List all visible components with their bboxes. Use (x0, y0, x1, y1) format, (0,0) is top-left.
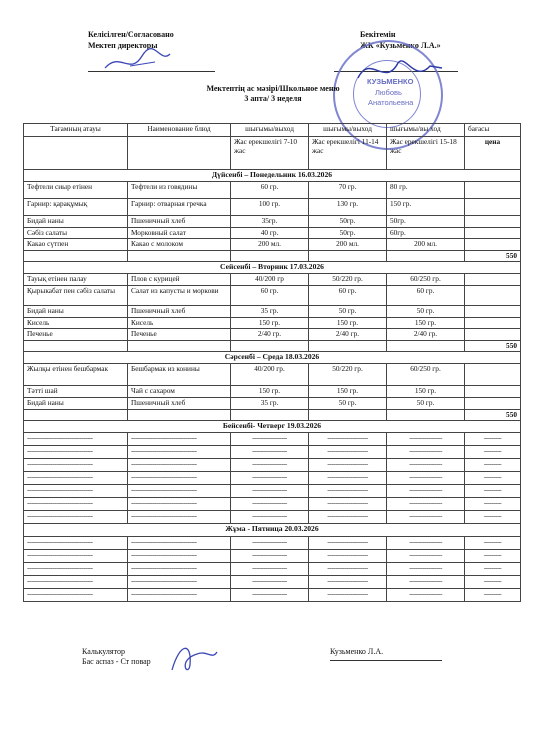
placeholder-cell: ----------------- (387, 511, 465, 524)
placeholder-cell: ------------------ (231, 433, 309, 446)
placeholder-cell: --------- (465, 459, 521, 472)
table-age-row (24, 137, 521, 170)
menu-title: Мектептің ас мәзірі/Школьное меню (206, 84, 340, 93)
director-signature (100, 46, 180, 76)
placeholder-cell: ---------------------------------- (128, 485, 231, 498)
table-row: Бидай наны Пшеничный хлеб 35 гр. 50 гр. 50 гр. (24, 397, 521, 409)
placeholder-cell: ------------------ (231, 563, 309, 576)
table-row: Какао сүтпен Какао с молоком 200 мл. 200 мл. 200 мл. (24, 239, 521, 251)
placeholder-cell: ---------------------------------- (128, 459, 231, 472)
placeholder-cell: --------- (465, 589, 521, 602)
price-label: цена (465, 137, 521, 170)
placeholder-cell: ---------------------------------- (128, 563, 231, 576)
placeholder-cell: ---------------------------------- (24, 537, 128, 550)
placeholder-cell: --------- (465, 472, 521, 485)
placeholder-cell: ------------------ (231, 472, 309, 485)
calculator-label: Калькулятор (82, 647, 125, 656)
placeholder-cell: ----------------- (387, 550, 465, 563)
day-row-friday: Жұма - Пятница 20.03.2026 (24, 524, 521, 537)
table-row: Тефтели сиыр етінен Тефтели из говядины 60 гр. 70 гр. 80 гр. (24, 182, 521, 199)
table-row: Жылқы етінен бешбармак Бешбармак из конины 40/200 гр. 50/220 гр. 60/250 гр. (24, 364, 521, 386)
placeholder-cell: ----------------- (387, 446, 465, 459)
placeholder-cell: --------------------- (309, 537, 387, 550)
empty-row (24, 563, 521, 576)
placeholder-cell: ---------------------------------- (128, 472, 231, 485)
placeholder-cell: ---------------------------------- (24, 472, 128, 485)
empty-row (24, 498, 521, 511)
table-row: Печенье Печенье 2/40 гр. 2/40 гр. 2/40 гр. (24, 329, 521, 341)
placeholder-cell: --------------------- (309, 589, 387, 602)
table-row: Кисель Кисель 150 гр. 150 гр. 150 гр. (24, 317, 521, 329)
day-row-tuesday: Сейсенбі – Вторник 17.03.2026 (24, 262, 521, 274)
placeholder-cell: --------------------- (309, 511, 387, 524)
placeholder-cell: --------- (465, 550, 521, 563)
table-row: Бидай наны Пшеничный хлеб 35гр. 50гр. 50гр. (24, 216, 521, 228)
age-7-10: Жас ерекшелігі 7-10 жас (231, 137, 309, 170)
table-row: Бидай наны Пшеничный хлеб 35 гр. 50 гр. 50 гр. (24, 305, 521, 317)
placeholder-cell: ---------------------------------- (128, 498, 231, 511)
empty-row (24, 550, 521, 563)
placeholder-cell: --------------------- (309, 563, 387, 576)
menu-table (23, 123, 521, 602)
empty-row (24, 485, 521, 498)
placeholder-cell: ------------------ (231, 485, 309, 498)
placeholder-cell: ---------------------------------- (24, 589, 128, 602)
placeholder-cell: ---------------------------------- (24, 563, 128, 576)
table-row: Қырыкабат пен сәбіз салаты Салат из капусты и моркови 60 гр. 60 гр. 60 гр. (24, 285, 521, 305)
table-row: Сәбіз салаты Морковный салат 40 гр. 50гр. 60гр. (24, 227, 521, 239)
col-price: бағасы (465, 124, 521, 137)
approver-name: ЖК «Кузьменко Л.А.» (360, 41, 441, 50)
placeholder-cell: ---------------------------------- (24, 485, 128, 498)
placeholder-cell: ------------------ (231, 589, 309, 602)
placeholder-cell: ----------------- (387, 563, 465, 576)
approve-label: Бекітемін (360, 30, 396, 39)
placeholder-cell: --------------------- (309, 446, 387, 459)
total-row-wednesday: 550 (24, 409, 521, 421)
placeholder-cell: --------------------- (309, 550, 387, 563)
placeholder-cell: --------------------- (309, 459, 387, 472)
empty-row (24, 511, 521, 524)
col-out1: шығымы/выход (231, 124, 309, 137)
placeholder-cell: ------------------ (231, 446, 309, 459)
placeholder-cell: ----------------- (387, 459, 465, 472)
placeholder-cell: --------------------- (309, 433, 387, 446)
placeholder-cell: ---------------------------------- (24, 433, 128, 446)
day-row-wednesday: Сәрсенбі – Среда 18.03.2026 (24, 352, 521, 364)
placeholder-cell: ----------------- (387, 589, 465, 602)
placeholder-cell: ---------------------------------- (128, 446, 231, 459)
placeholder-cell: ------------------ (231, 576, 309, 589)
age-15-18: Жас ерекшелігі 15-18 жас (387, 137, 465, 170)
empty-row (24, 576, 521, 589)
placeholder-cell: --------- (465, 446, 521, 459)
cook-label: Бас аспаз - Ст повар (82, 657, 151, 666)
placeholder-cell: ----------------- (387, 485, 465, 498)
empty-row (24, 589, 521, 602)
placeholder-cell: ---------------------------------- (128, 511, 231, 524)
placeholder-cell: ---------------------------------- (128, 537, 231, 550)
empty-row (24, 446, 521, 459)
col-out2: шығымы/выход (309, 124, 387, 137)
placeholder-cell: ------------------ (231, 498, 309, 511)
placeholder-cell: ---------------------------------- (24, 446, 128, 459)
placeholder-cell: ------------------ (231, 550, 309, 563)
placeholder-cell: --------------------- (309, 485, 387, 498)
empty-row (24, 433, 521, 446)
placeholder-cell: ----------------- (387, 498, 465, 511)
table-row: Тәтті шай Чай с сахаром 150 гр. 150 гр. 150 гр. (24, 386, 521, 398)
table-row: Тауық етінен палау Плов с курицей 40/200 гр 50/220 гр. 60/250 гр. (24, 274, 521, 286)
table-row: Гарнир: қарақұмық Гарнир: отварная гречка 100 гр. 130 гр. 150 гр. (24, 199, 521, 216)
placeholder-cell: ---------------------------------- (128, 550, 231, 563)
placeholder-cell: ----------------- (387, 537, 465, 550)
placeholder-cell: --------- (465, 511, 521, 524)
official-stamp: КУЗЬМЕНКО Любовь Анатольевна (333, 40, 443, 150)
placeholder-cell: ---------------------------------- (24, 511, 128, 524)
empty-row (24, 537, 521, 550)
signer-name: Кузьменко Л.А. (330, 647, 384, 656)
day-row-thursday: Бейсенбі- Четверг 19.03.2026 (24, 421, 521, 433)
placeholder-cell: ---------------------------------- (24, 498, 128, 511)
table-header-row (24, 124, 521, 137)
day-row-monday: Дүйсенбі – Понедельник 16.03.2026 (24, 170, 521, 182)
placeholder-cell: ---------------------------------- (128, 433, 231, 446)
placeholder-cell: --------- (465, 498, 521, 511)
placeholder-cell: --------------------- (309, 498, 387, 511)
age-11-14: Жас ерекшелігі 11-14 жас (309, 137, 387, 170)
menu-week: 3 апта/ 3 неделя (244, 94, 302, 103)
placeholder-cell: --------- (465, 563, 521, 576)
placeholder-cell: --------------------- (309, 576, 387, 589)
col-ru-name: Наименование блюд (128, 124, 231, 137)
cook-signature (162, 640, 222, 680)
total-row-tuesday: 550 (24, 340, 521, 352)
placeholder-cell: ------------------ (231, 511, 309, 524)
col-kz-name: Тағамның атауы (24, 124, 128, 137)
empty-row (24, 472, 521, 485)
placeholder-cell: --------------------- (309, 472, 387, 485)
placeholder-cell: --------- (465, 576, 521, 589)
placeholder-cell: ---------------------------------- (24, 576, 128, 589)
director-label: Мектеп директоры (88, 41, 158, 50)
placeholder-cell: ------------------ (231, 459, 309, 472)
placeholder-cell: ---------------------------------- (128, 576, 231, 589)
placeholder-cell: ---------------------------------- (24, 459, 128, 472)
signer-line (330, 660, 442, 661)
placeholder-cell: ----------------- (387, 576, 465, 589)
placeholder-cell: --------- (465, 537, 521, 550)
col-out3: шығымы/вы ход (387, 124, 465, 137)
empty-row (24, 459, 521, 472)
placeholder-cell: ------------------ (231, 537, 309, 550)
placeholder-cell: ----------------- (387, 472, 465, 485)
placeholder-cell: --------- (465, 485, 521, 498)
agreed-label: Келісілген/Согласовано (88, 30, 174, 39)
placeholder-cell: ----------------- (387, 433, 465, 446)
placeholder-cell: ---------------------------------- (128, 589, 231, 602)
placeholder-cell: --------- (465, 433, 521, 446)
total-row-monday: 550 (24, 250, 521, 262)
placeholder-cell: ---------------------------------- (24, 550, 128, 563)
